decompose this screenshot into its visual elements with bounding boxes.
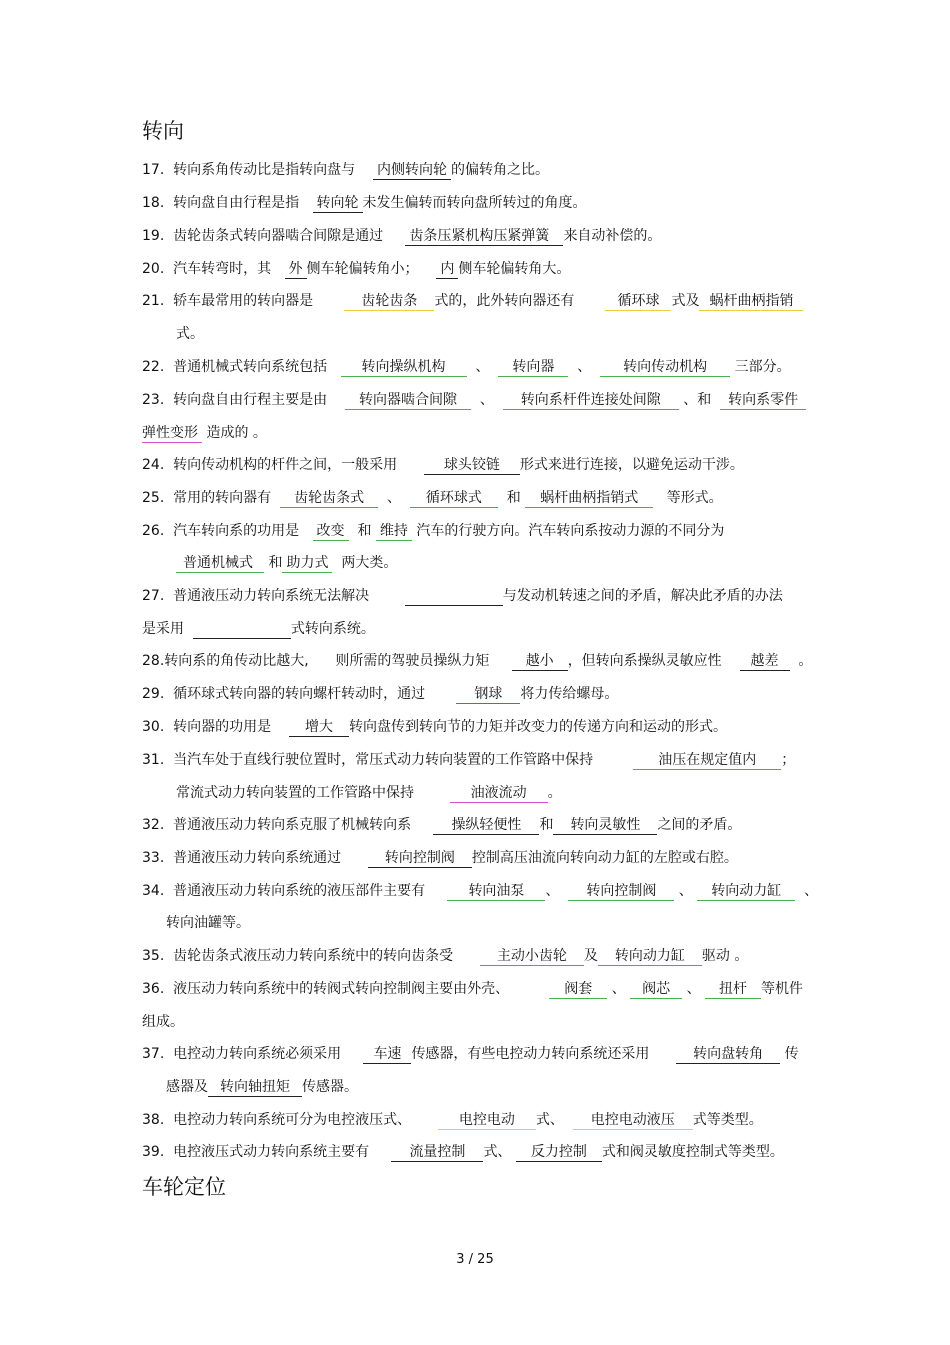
question-27: 27. 普通液压动力转向系统无法解决 与发动机转速之间的矛盾，解决此矛盾的办法 bbox=[142, 588, 783, 604]
answer-blank: 维持 bbox=[376, 523, 412, 541]
section-heading-steering: 转向 bbox=[142, 119, 184, 143]
answer-blank: 循环球 bbox=[605, 293, 671, 311]
answer-blank: 球头铰链 bbox=[424, 457, 520, 475]
answer-blank: 主动小齿轮 bbox=[480, 948, 584, 966]
answer-blank: 转向轴扭矩 bbox=[208, 1079, 302, 1097]
answer-blank: 流量控制 bbox=[391, 1144, 483, 1162]
question-29: 29. 循环球式转向器的转向螺杆转动时，通过 钢球 将力传给螺母。 bbox=[142, 686, 619, 702]
answer-blank: 油液流动 bbox=[450, 785, 548, 803]
answer-blank: 齿轮齿条 bbox=[344, 293, 434, 311]
answer-blank: 转向灵敏性 bbox=[553, 817, 657, 835]
question-34-cont: 转向油罐等。 bbox=[166, 915, 250, 931]
answer-blank-empty bbox=[193, 621, 291, 639]
answer-blank: 越差 bbox=[740, 653, 790, 671]
page-number: 3 / 25 bbox=[456, 1252, 494, 1267]
answer-blank: 内侧转向轮 bbox=[373, 162, 451, 180]
answer-blank: 外 bbox=[285, 261, 307, 279]
question-31: 31. 当汽车处于直线行驶位置时，常压式动力转向装置的工作管路中保持 油压在规定值内 ； bbox=[142, 752, 796, 768]
question-20: 20. 汽车转弯时，其 外 侧车轮偏转角小； 内 侧车轮偏转角大。 bbox=[142, 261, 571, 277]
question-24: 24. 转向传动机构的杆件之间，一般采用 球头铰链 形式来进行连接，以避免运动干涉。 bbox=[142, 457, 744, 473]
question-26-cont: 普通机械式 和 助力式 两大类。 bbox=[176, 553, 842, 573]
answer-blank: 转向器 bbox=[498, 359, 568, 377]
question-31-cont: 常流式动力转向装置的工作管路中保持 油液流动 。 bbox=[176, 785, 562, 801]
answer-blank: 扭杆 bbox=[705, 981, 761, 999]
question-28: 28.转向系的角传动比越大, 则所需的驾驶员操纵力矩 越小 ，但转向系操纵灵敏应性 越差 。 bbox=[142, 653, 813, 669]
question-26: 26. 汽车转向系的功用是 改变 和 维持 汽车的行驶方向。汽车转向系按动力源的不同分为 bbox=[142, 523, 725, 539]
question-32: 32. 普通液压动力转向系克服了机械转向系 操纵轻便性 和 转向灵敏性 之间的矛盾。 bbox=[142, 817, 742, 833]
answer-blank: 转向系杆件连接处间隙 bbox=[503, 392, 679, 410]
answer-blank: 齿条压紧机构压紧弹簧 bbox=[405, 228, 563, 246]
answer-blank: 增大 bbox=[289, 719, 349, 737]
question-25: 25. 常用的转向器有 齿轮齿条式 、 循环球式 和 蜗杆曲柄指销式 等形式。 bbox=[142, 490, 723, 506]
question-22: 22. 普通机械式转向系统包括 转向操纵机构 、 转向器 、 转向传动机构 三部分。 bbox=[142, 359, 791, 375]
answer-blank: 操纵轻便性 bbox=[433, 817, 539, 835]
question-18: 18. 转向盘自由行程是指 转向轮 未发生偏转而转向盘所转过的角度。 bbox=[142, 195, 587, 211]
answer-blank: 钢球 bbox=[456, 686, 520, 704]
answer-blank: 齿轮齿条式 bbox=[280, 490, 378, 508]
question-27-cont: 是采用 式转向系统。 bbox=[142, 621, 375, 637]
answer-blank: 越小 bbox=[512, 653, 568, 671]
answer-blank: 转向控制阀 bbox=[368, 850, 472, 868]
answer-blank: 转向器啮合间隙 bbox=[345, 392, 471, 410]
question-23: 23. 转向盘自由行程主要是由 转向器啮合间隙 、 转向系杆件连接处间隙 、和 转向系零件 bbox=[142, 390, 842, 410]
question-38: 38. 电控动力转向系统可分为电控液压式、 电控电动 式、 电控电动液压 式等类型。 bbox=[142, 1112, 763, 1128]
answer-blank: 内 bbox=[436, 261, 458, 279]
answer-blank: 循环球式 bbox=[410, 490, 498, 508]
question-36: 36. 液压动力转向系统中的转阀式转向控制阀主要由外壳、 阀套 、 阀芯 、 扭杆 等机件 bbox=[142, 981, 804, 997]
answer-blank: 转向轮 bbox=[313, 195, 363, 213]
answer-blank: 蜗杆曲柄指销 bbox=[699, 293, 803, 311]
question-36-cont: 组成。 bbox=[142, 1014, 184, 1030]
answer-blank: 转向盘转角 bbox=[676, 1046, 780, 1064]
answer-blank: 改变 bbox=[313, 523, 349, 541]
answer-blank: 转向动力缸 bbox=[697, 883, 795, 901]
answer-blank: 阀套 bbox=[549, 981, 607, 999]
section-heading-wheel-alignment: 车轮定位 bbox=[142, 1175, 226, 1199]
answer-blank: 转向系零件 bbox=[720, 392, 806, 410]
question-33: 33. 普通液压动力转向系统通过 转向控制阀 控制高压油流向转向动力缸的左腔或右腔。 bbox=[142, 850, 738, 866]
question-34: 34. 普通液压动力转向系统的液压部件主要有 转向油泵 、 转向控制阀 、 转向动力缸 、 bbox=[142, 883, 819, 899]
question-17: 17. 转向系角传动比是指转向盘与 内侧转向轮 的偏转角之比。 bbox=[142, 162, 549, 178]
answer-blank: 蜗杆曲柄指销式 bbox=[525, 490, 653, 508]
answer-blank: 车速 bbox=[363, 1046, 411, 1064]
question-21: 21. 轿车最常用的转向器是 齿轮齿条 式的，此外转向器还有 循环球 式及 蜗杆曲柄指销 bbox=[142, 291, 842, 311]
answer-blank: 电控电动 bbox=[438, 1112, 536, 1130]
question-19: 19. 齿轮齿条式转向器啮合间隙是通过 齿条压紧机构压紧弹簧 来自动补偿的。 bbox=[142, 228, 662, 244]
answer-blank: 助力式 bbox=[282, 555, 332, 573]
answer-blank: 转向油泵 bbox=[447, 883, 545, 901]
question-37-cont: 感器及 转向轴扭矩 传感器。 bbox=[166, 1079, 358, 1095]
answer-blank: 转向传动机构 bbox=[600, 359, 730, 377]
question-30: 30. 转向器的功用是 增大 转向盘传到转向节的力矩并改变力的传递方向和运动的形式。 bbox=[142, 719, 727, 735]
answer-blank: 油压在规定值内 bbox=[633, 752, 781, 770]
answer-blank: 转向动力缸 bbox=[598, 948, 702, 966]
question-39: 39. 电控液压式动力转向系统主要有 流量控制 式、 反力控制 式和阀灵敏度控制式等类型。 bbox=[142, 1144, 784, 1160]
answer-blank: 转向操纵机构 bbox=[341, 359, 467, 377]
question-35: 35. 齿轮齿条式液压动力转向系统中的转向齿条受 主动小齿轮 及 转向动力缸 驱动 。 bbox=[142, 948, 749, 964]
answer-blank: 阀芯 bbox=[630, 981, 682, 999]
answer-blank: 普通机械式 bbox=[176, 555, 264, 573]
answer-blank: 弹性变形 bbox=[142, 425, 202, 443]
answer-blank-empty bbox=[405, 588, 503, 606]
question-23-cont: 弹性变形 造成的 。 bbox=[142, 425, 267, 441]
answer-blank: 转向控制阀 bbox=[568, 883, 674, 901]
question-37: 37. 电控动力转向系统必须采用 车速 传感器，有些电控动力转向系统还采用 转向盘转角 传 bbox=[142, 1046, 799, 1062]
answer-blank: 电控电动液压 bbox=[573, 1112, 693, 1130]
answer-blank: 反力控制 bbox=[516, 1144, 602, 1162]
question-21-cont: 式。 bbox=[176, 326, 204, 342]
